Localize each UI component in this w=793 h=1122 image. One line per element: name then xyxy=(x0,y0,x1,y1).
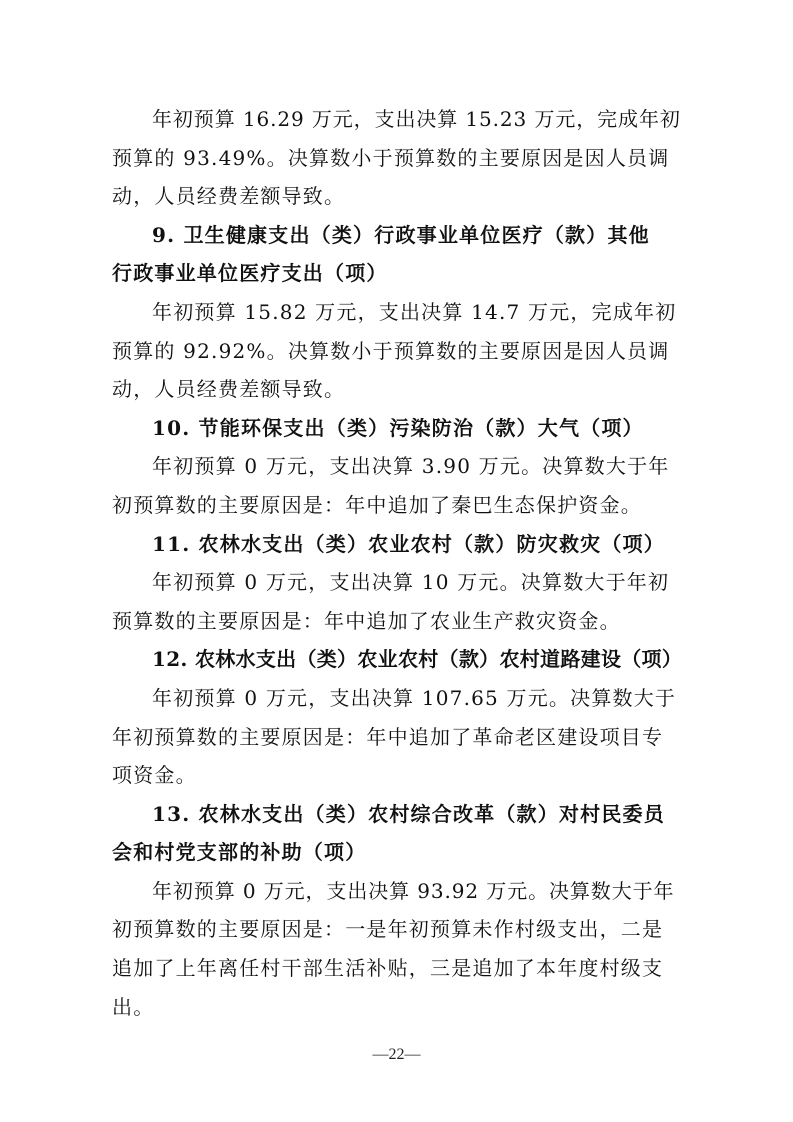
text-line: 年初预算 0 万元，支出决算 10 万元。决算数大于年初 xyxy=(152,570,670,595)
text-line: 预算的 93.49%。决算数小于预算数的主要原因是因人员调 xyxy=(112,145,670,170)
text-line: 年初预算数的主要原因是：年中追加了革命老区建设项目专 xyxy=(112,724,664,749)
text-line: 11. 农林水支出（类）农业农村（款）防灾救灾（项） xyxy=(152,531,665,556)
text-line: 项资金。 xyxy=(112,763,197,788)
body-paragraph xyxy=(112,447,682,524)
text-line: 年初预算 0 万元，支出决算 107.65 万元。决算数大于 xyxy=(152,685,677,710)
section-heading xyxy=(112,409,682,448)
section-heading xyxy=(112,640,682,679)
text-line: 年初预算 0 万元，支出决算 93.92 万元。决算数大于年 xyxy=(152,878,675,903)
text-line: 10. 节能环保支出（类）污染防治（款）大气（项） xyxy=(152,415,644,440)
body-paragraph xyxy=(112,293,682,409)
text-line: 9. 卫生健康支出（类）行政事业单位医疗（款）其他 xyxy=(152,222,650,247)
text-line: 会和村党支部的补助（项） xyxy=(112,840,367,865)
text-line: 行政事业单位医疗支出（项） xyxy=(112,261,388,286)
text-line: 年初预算 16.29 万元，支出决算 15.23 万元，完成年初 xyxy=(152,107,681,131)
text-line: 动，人员经费差额导致。 xyxy=(112,377,346,402)
text-line: 出。 xyxy=(112,994,155,1019)
body-paragraph xyxy=(112,872,682,1026)
section-heading xyxy=(112,525,682,564)
text-line: 13. 农林水支出（类）农村综合改革（款）对村民委员 xyxy=(152,801,665,826)
text-line: 预算数的主要原因是：年中追加了农业生产救灾资金。 xyxy=(112,608,621,633)
section-heading xyxy=(112,795,682,872)
page-number: —22— xyxy=(372,1046,421,1063)
text-line: 预算的 92.92%。决算数小于预算数的主要原因是因人员调 xyxy=(112,338,670,363)
section-heading xyxy=(112,216,682,293)
text-line: 动，人员经费差额导致。 xyxy=(112,184,346,209)
text-line: 初预算数的主要原因是：一是年初预算未作村级支出，二是 xyxy=(112,917,664,942)
body-paragraph xyxy=(112,100,682,216)
text-line: 12. 农林水支出（类）农业农村（款）农村道路建设（项） xyxy=(152,647,683,672)
text-line: 初预算数的主要原因是：年中追加了秦巴生态保护资金。 xyxy=(112,492,642,517)
page-content xyxy=(112,100,682,1026)
text-line: 年初预算 15.82 万元，支出决算 14.7 万元，完成年初 xyxy=(152,299,677,324)
text-line: 追加了上年离任村干部生活补贴，三是追加了本年度村级支 xyxy=(112,956,664,981)
body-paragraph xyxy=(112,563,682,640)
text-line: 年初预算 0 万元，支出决算 3.90 万元。决算数大于年 xyxy=(152,454,670,479)
body-paragraph xyxy=(112,679,682,795)
